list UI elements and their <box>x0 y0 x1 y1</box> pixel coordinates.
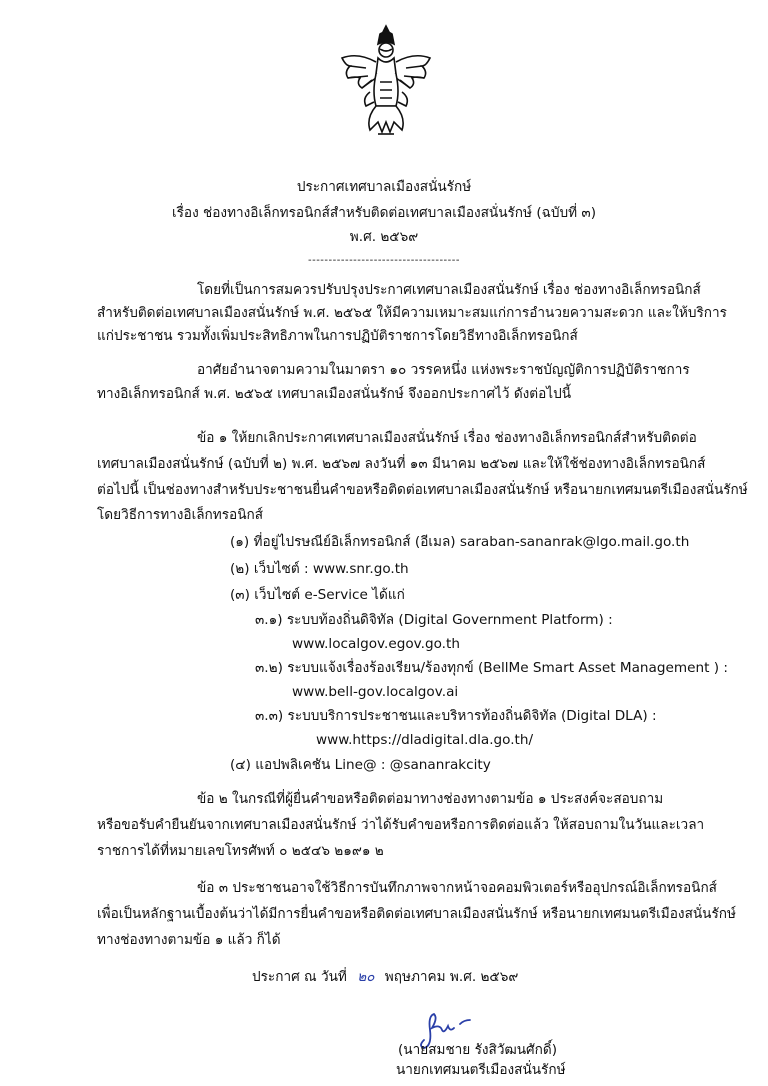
eservice-2-name: ๓.๒) ระบบแจ้งเรื่องร้องเรียน/ร้องทุกข์ (BellMe Smart Asset Management ) : <box>255 660 728 676</box>
clause1-line2: เทศบาลเมืองสนั่นรักษ์ (ฉบับที่ ๒) พ.ศ. ๒๕๖๗ ลงวันที่ ๑๓ มีนาคม ๒๕๖๗ และให้ใช้ช่องทางอิเล็กทรอนิกส์ <box>97 456 706 472</box>
announcement-year: พ.ศ. ๒๕๖๙ <box>349 229 419 245</box>
eservice-3-url: www.https://dladigital.dla.go.th/ <box>316 732 534 748</box>
announce-date <box>252 971 518 985</box>
clause3-line3: ทางช่องทางตามข้อ ๑ แล้ว ก็ได้ <box>97 932 281 948</box>
clause2-line2: หรือขอรับคำยืนยันจากเทศบาลเมืองสนั่นรักษ์ ว่าได้รับคำขอหรือการติดต่อแล้ว ให้สอบถามในวันและเวลา <box>97 817 705 833</box>
preamble-p1-line2: สำหรับติดต่อเทศบาลเมืองสนั่นรักษ์ พ.ศ. ๒๕๖๕ ให้มีความเหมาะสมแก่การอำนวยความสะดวก และให้บริการ <box>97 305 727 321</box>
channel-website: (๒) เว็บไซต์ : www.snr.go.th <box>230 561 409 577</box>
preamble-p2-line1: อาศัยอำนาจตามความในมาตรา ๑๐ วรรคหนึ่ง แห่งพระราชบัญญัติการปฏิบัติราชการ <box>197 362 690 378</box>
channel-line: (๔) แอปพลิเคชัน Line@ : @sananrakcity <box>230 757 491 773</box>
clause2-line3: ราชการได้ที่หมายเลขโทรศัพท์ ๐ ๒๕๔๖ ๒๑๙๑ ๒ <box>97 843 384 859</box>
channel-email: (๑) ที่อยู่ไปรษณีย์อิเล็กทรอนิกส์ (อีเมล) saraban-sananrak@lgo.mail.go.th <box>230 534 690 550</box>
preamble-p1-line1: โดยที่เป็นการสมควรปรับปรุงประกาศเทศบาลเมืองสนั่นรักษ์ เรื่อง ช่องทางอิเล็กทรอนิกส์ <box>197 282 701 298</box>
preamble-p2-line2: ทางอิเล็กทรอนิกส์ พ.ศ. ๒๕๖๕ เทศบาลเมืองสนั่นรักษ์ จึงออกประกาศไว้ ดังต่อไปนี้ <box>97 386 572 402</box>
channel-eservice-heading: (๓) เว็บไซต์ e-Service ได้แก่ <box>230 587 405 603</box>
signatory-name: (นายสมชาย รังสิวัฒนศักดิ์) <box>398 1042 558 1058</box>
announce-day: ๒๐ <box>357 969 375 985</box>
clause2-line1: ข้อ ๒ ในกรณีที่ผู้ยื่นคำขอหรือติดต่อมาทางช่องทางตามข้อ ๑ ประสงค์จะสอบถาม <box>197 791 664 807</box>
announcement-subject: เรื่อง ช่องทางอิเล็กทรอนิกส์สำหรับติดต่อเทศบาลเมืองสนั่นรักษ์ (ฉบับที่ ๓) <box>171 205 597 221</box>
eservice-3-name: ๓.๓) ระบบบริการประชาชนและบริหารท้องถิ่นดิจิทัล (Digital DLA) : <box>255 708 657 724</box>
clause1-line3: ต่อไปนี้ เป็นช่องทางสำหรับประชาชนยื่นคำขอหรือติดต่อเทศบาลเมืองสนั่นรักษ์ หรือนายกเทศมนตรีเมืองสนั่นรักษ์ <box>97 482 748 498</box>
clause3-line1: ข้อ ๓ ประชาชนอาจใช้วิธีการบันทึกภาพจากหน้าจอคอมพิวเตอร์หรืออุปกรณ์อิเล็กทรอนิกส์ <box>197 880 717 896</box>
clause3-line2: เพื่อเป็นหลักฐานเบื้องต้นว่าได้มีการยื่นคำขอหรือติดต่อเทศบาลเมืองสนั่นรักษ์ หรือนายกเทศมนตรีเมืองสนั่นรักษ์ <box>97 906 736 922</box>
announce-suffix: พฤษภาคม พ.ศ. ๒๕๖๙ <box>384 969 519 985</box>
clause1-line1: ข้อ ๑ ให้ยกเลิกประกาศเทศบาลเมืองสนั่นรักษ์ เรื่อง ช่องทางอิเล็กทรอนิกส์สำหรับติดต่อ <box>197 430 697 446</box>
eservice-2-url: www.bell-gov.localgov.ai <box>292 684 459 700</box>
eservice-1-name: ๓.๑) ระบบท้องถิ่นดิจิทัล (Digital Government Platform) : <box>255 612 613 628</box>
preamble-p1-line3: แก่ประชาชน รวมทั้งเพิ่มประสิทธิภาพในการปฏิบัติราชการโดยวิธีทางอิเล็กทรอนิกส์ <box>97 328 578 344</box>
eservice-1-url: www.localgov.egov.go.th <box>292 636 460 652</box>
signatory-position: นายกเทศมนตรีเมืองสนั่นรักษ์ <box>396 1062 566 1078</box>
garuda-emblem-icon <box>336 22 436 140</box>
title-divider: ------------------------------------- <box>307 255 460 266</box>
clause1-line4: โดยวิธีการทางอิเล็กทรอนิกส์ <box>97 507 264 523</box>
announce-prefix: ประกาศ ณ วันที่ <box>252 969 347 985</box>
announcement-title: ประกาศเทศบาลเมืองสนั่นรักษ์ <box>296 179 472 195</box>
